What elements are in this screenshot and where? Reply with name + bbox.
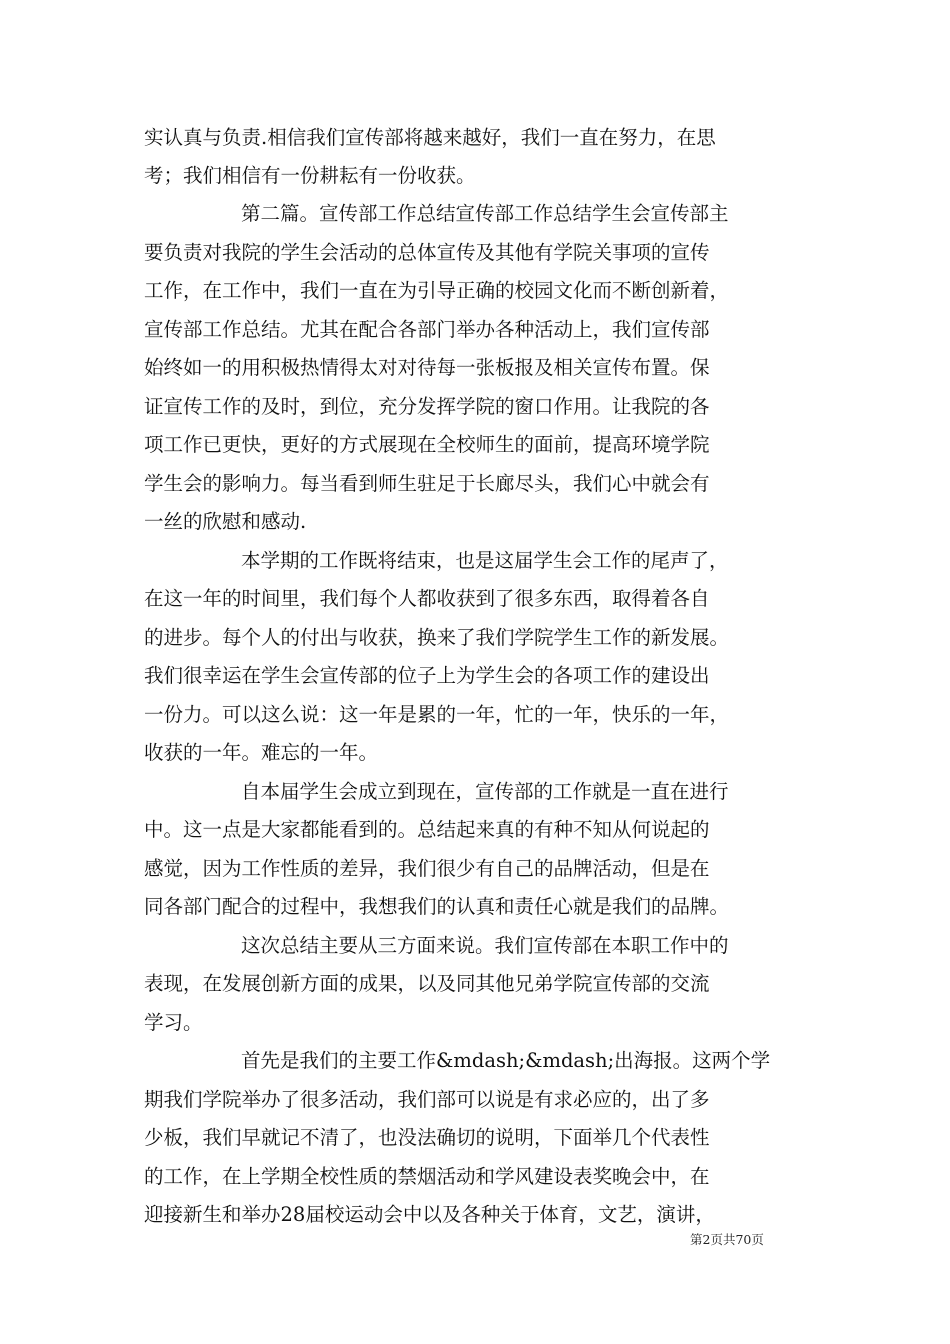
text-line: 同各部门配合的过程中，我想我们的认真和责任心就是我们的品牌。 [144, 895, 730, 918]
text-line: 一丝的欣慰和感动. [144, 510, 307, 533]
text-line: 学生会的影响力。每当看到师生驻足于长廊尽头，我们心中就会有 [144, 471, 710, 495]
text-line: 在这一年的时间里，我们每个人都收获到了很多东西，取得着各自 [144, 587, 710, 610]
text-line: 中。这一点是大家都能看到的。总结起来真的有种不知从何说起的 [144, 818, 710, 841]
text-line: 考；我们相信有一份耕耘有一份收获。 [144, 163, 476, 187]
text-line: 的工作，在上学期全校性质的禁烟活动和学风建设表奖晚会中，在 [144, 1164, 710, 1188]
text-line: 要负责对我院的学生会活动的总体宣传及其他有学院关事项的宣传 [144, 240, 710, 264]
document-body [144, 120, 812, 1235]
text-line: 期我们学院举办了很多活动，我们部可以说是有求必应的，出了多 [144, 1087, 710, 1111]
text-line: 学习。 [144, 1010, 203, 1034]
text-line: 第二篇。宣传部工作总结宣传部工作总结学生会宣传部主 [241, 202, 729, 225]
text-line: 的进步。每个人的付出与收获，换来了我们学院学生工作的新发展。 [144, 625, 730, 649]
text-line: 少板，我们早就记不清了，也没法确切的说明，下面举几个代表性 [144, 1126, 710, 1149]
text-line: 始终如一的用积极热情得太对对待每一张板报及相关宣传布置。保 [144, 356, 710, 379]
text-line: 自本届学生会成立到现在，宣传部的工作就是一直在进行 [241, 779, 729, 803]
text-line: 一份力。可以这么说：这一年是累的一年，忙的一年，快乐的一年， [144, 702, 730, 726]
text-line: 收获的一年。难忘的一年。 [144, 741, 379, 764]
text-line: 本学期的工作既将结束，也是这届学生会工作的尾声了， [241, 548, 729, 572]
text-line: 感觉，因为工作性质的差异，我们很少有自己的品牌活动，但是在 [144, 856, 710, 880]
text-line: 宣传部工作总结。尤其在配合各部门举办各种活动上，我们宣传部 [144, 317, 710, 341]
text-line: 首先是我们的主要工作&mdash;&mdash;出海报。这两个学 [241, 1049, 771, 1072]
text-line: 这次总结主要从三方面来说。我们宣传部在本职工作中的 [241, 933, 729, 957]
text-line: 我们很幸运在学生会宣传部的位子上为学生会的各项工作的建设出 [144, 664, 710, 687]
text-line: 表现，在发展创新方面的成果，以及同其他兄弟学院宣传部的交流 [144, 972, 710, 995]
page-footer: 第2页共70页 [690, 1232, 764, 1247]
text-line: 实认真与负责.相信我们宣传部将越来越好，我们一直在努力，在思 [144, 126, 716, 149]
text-line: 迎接新生和举办28届校运动会中以及各种关于体育，文艺，演讲， [144, 1203, 715, 1226]
text-line: 证宣传工作的及时，到位，充分发挥学院的窗口作用。让我院的各 [144, 394, 710, 418]
text-line: 项工作已更快，更好的方式展现在全校师生的面前，提高环境学院 [144, 433, 710, 456]
text-line: 工作，在工作中，我们一直在为引导正确的校园文化而不断创新着， [144, 279, 730, 302]
